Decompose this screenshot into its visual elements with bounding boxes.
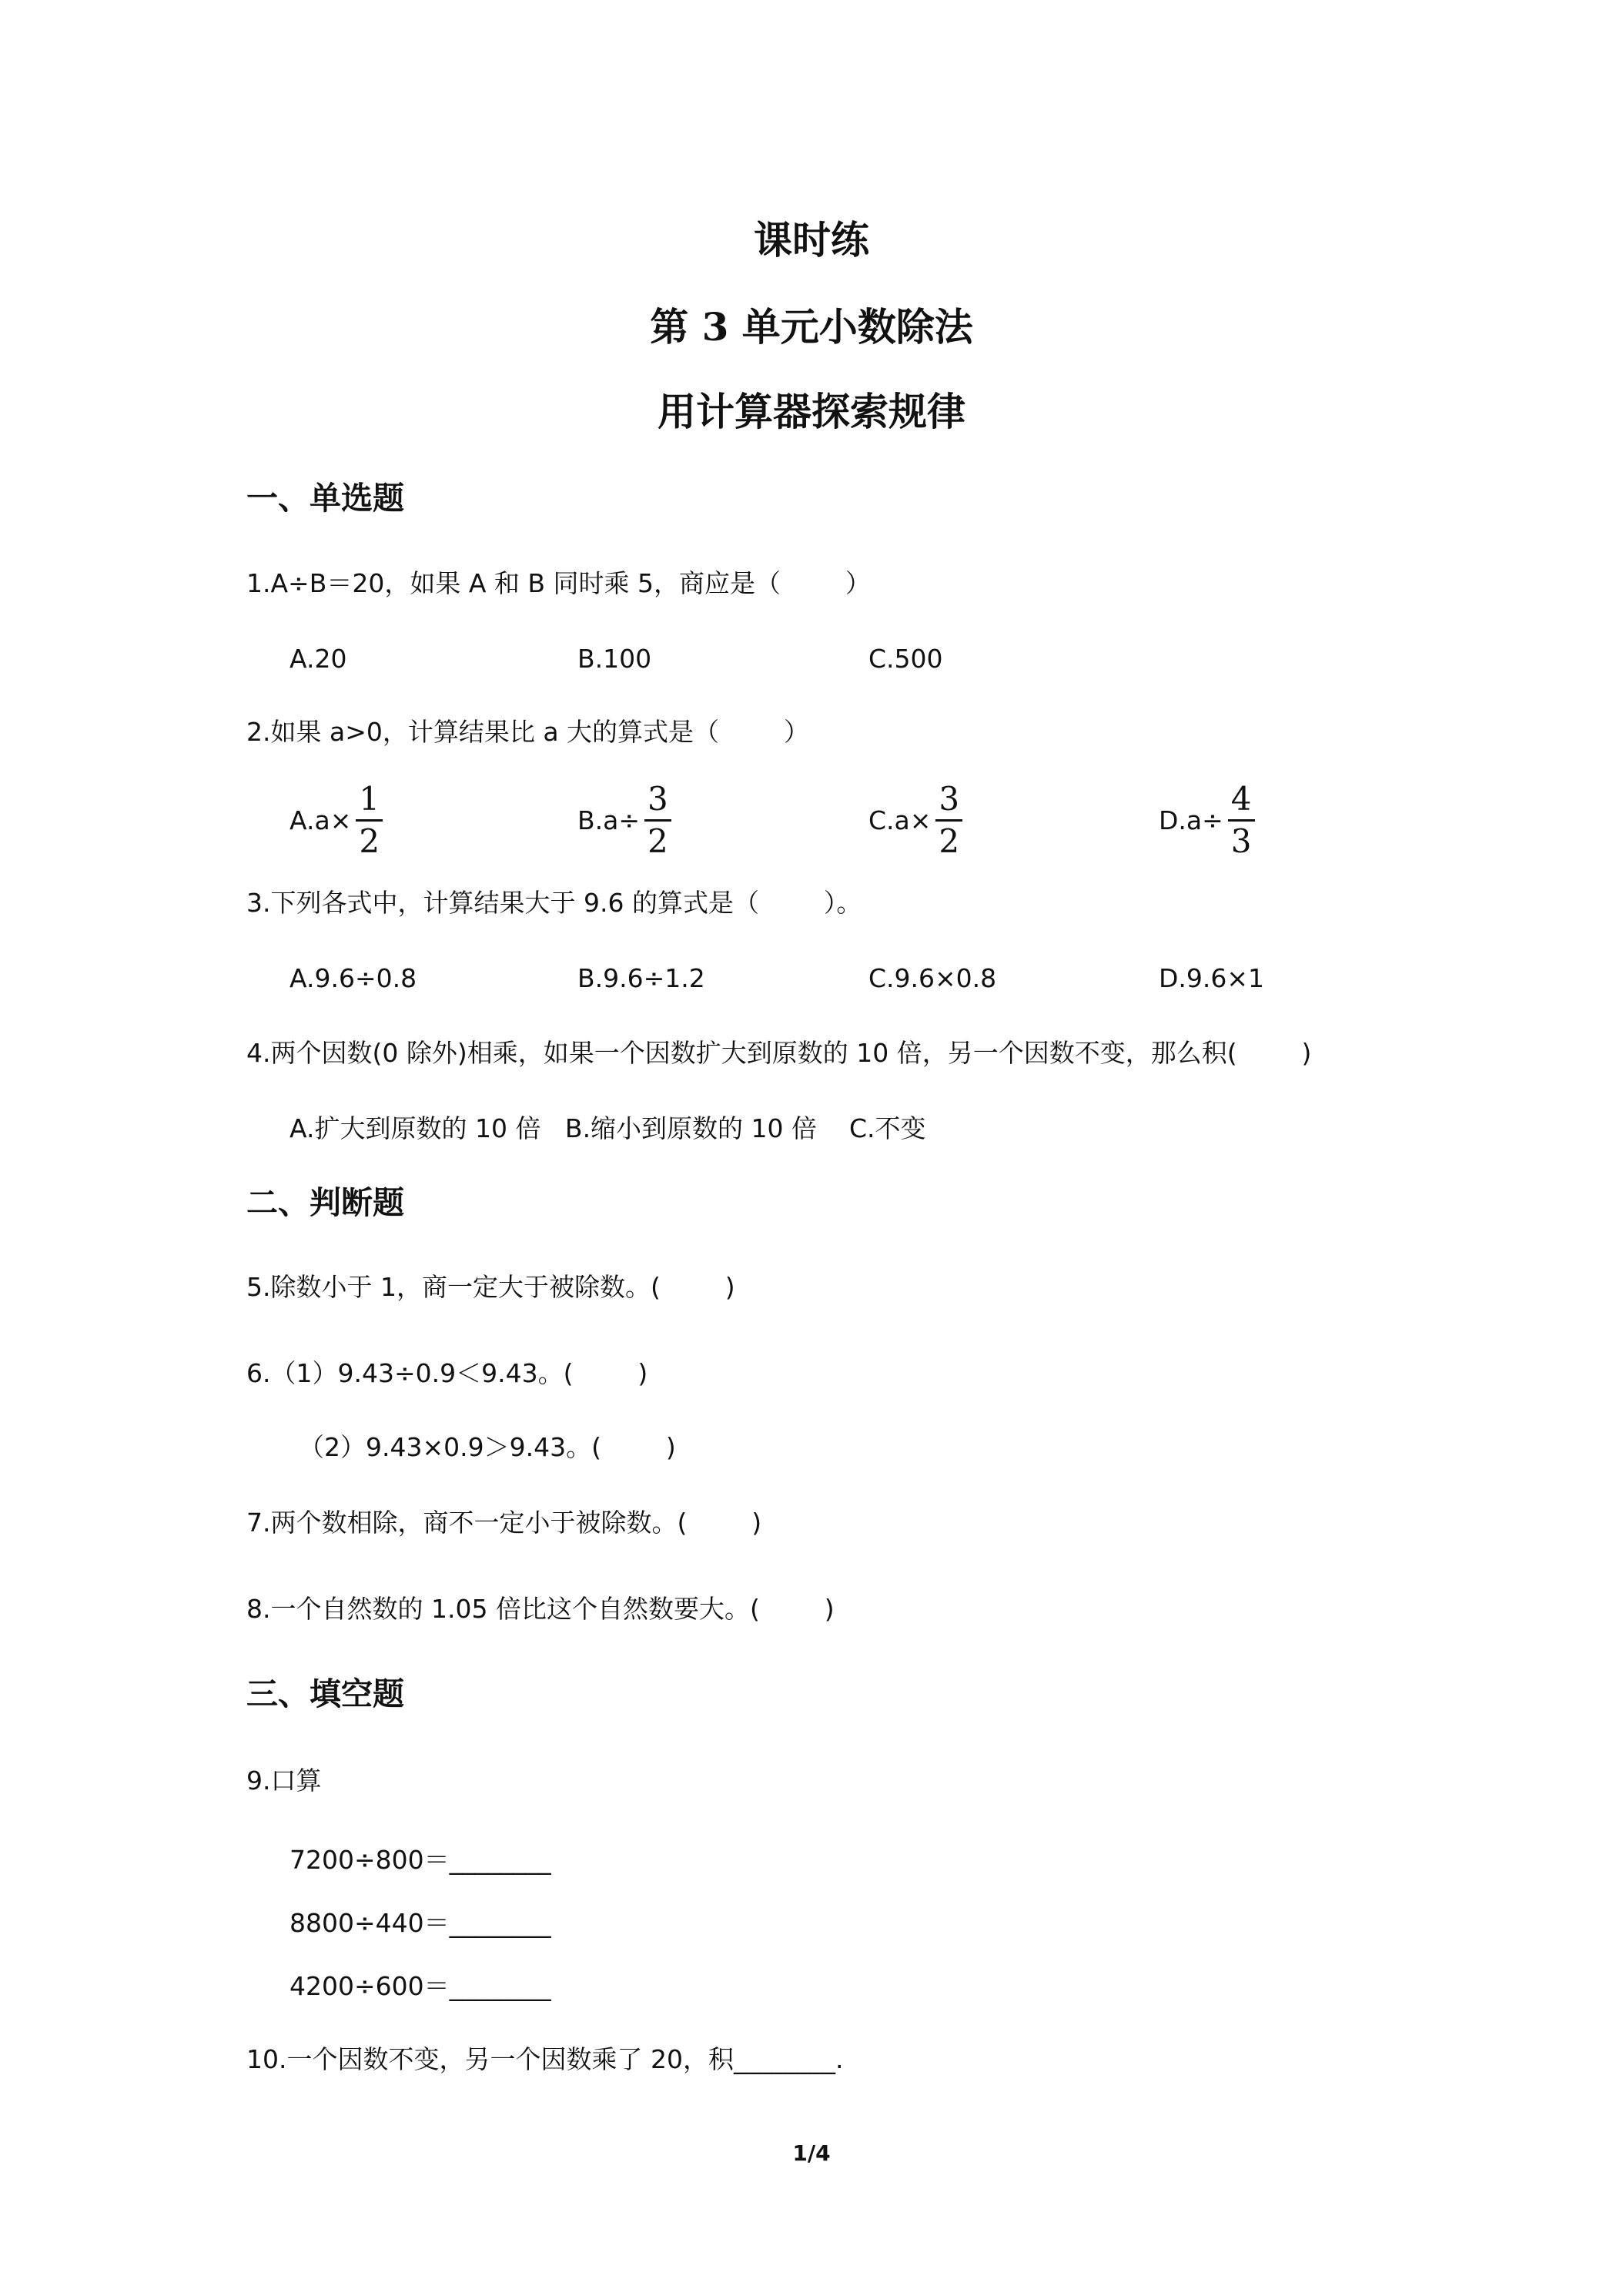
fraction [1228, 781, 1255, 860]
numerator: 1 [356, 781, 383, 822]
q3-option-d: D.9.6×1 [1159, 963, 1265, 993]
fraction [356, 781, 383, 860]
denominator: 2 [648, 822, 668, 860]
q3-option-b: B.9.6÷1.2 [577, 963, 705, 993]
q2-option-b [577, 778, 671, 862]
q3-option-c: C.9.6×0.8 [868, 963, 997, 993]
denominator: 3 [1230, 822, 1252, 860]
q2-option-d [1159, 778, 1255, 862]
q2-option-b-label: B.a÷ [577, 805, 641, 835]
question-2: 2.如果 a>0，计算结果比 a 大的算式是（ ） [246, 717, 809, 747]
numerator: 3 [935, 781, 962, 822]
unit-title: 第 3 单元小数除法 [650, 304, 973, 350]
q1-option-a: A.20 [289, 644, 347, 674]
q3-option-a: A.9.6÷0.8 [289, 963, 417, 993]
question-4: 4.两个因数(0 除外)相乘，如果一个因数扩大到原数的 10 倍，另一个因数不变，那么积( ) [246, 1038, 1312, 1068]
lesson-title: 用计算器探索规律 [658, 389, 965, 434]
q9-expression-3: 4200÷600＝________ [289, 1971, 551, 2001]
fraction [644, 781, 671, 860]
q9-expression-2: 8800÷440＝________ [289, 1908, 551, 1938]
q2-option-a-label: A.a× [289, 805, 352, 835]
question-9: 9.口算 [246, 1766, 322, 1796]
question-7: 7.两个数相除，商不一定小于被除数。( ) [246, 1508, 762, 1538]
question-5: 5.除数小于 1，商一定大于被除数。( ) [246, 1272, 735, 1302]
fraction [935, 781, 962, 860]
question-3: 3.下列各式中，计算结果大于 9.6 的算式是（ ）。 [246, 888, 862, 918]
q2-option-d-label: D.a÷ [1159, 805, 1223, 835]
q2-option-c-label: C.a× [868, 805, 932, 835]
q9-expression-1: 7200÷800＝________ [289, 1845, 551, 1875]
denominator: 2 [939, 822, 960, 860]
q1-option-b: B.100 [577, 644, 652, 674]
q1-option-c: C.500 [868, 644, 943, 674]
section-single-choice: 一、单选题 [246, 480, 404, 517]
q2-option-c [868, 778, 962, 862]
numerator: 4 [1228, 781, 1255, 822]
page-number: 1/4 [792, 2140, 831, 2166]
numerator: 3 [644, 781, 671, 822]
section-true-false: 二、判断题 [246, 1184, 404, 1221]
question-8: 8.一个自然数的 1.05 倍比这个自然数要大。( ) [246, 1594, 835, 1624]
question-10: 10.一个因数不变，另一个因数乘了 20，积________. [246, 2044, 844, 2074]
question-6-part-2: （2）9.43×0.9＞9.43。( ) [299, 1432, 676, 1462]
denominator: 2 [359, 822, 380, 860]
question-6-part-1: 6.（1）9.43÷0.9＜9.43。( ) [246, 1358, 648, 1388]
doc-title: 课时练 [754, 217, 869, 263]
q4-options: A.扩大到原数的 10 倍 B.缩小到原数的 10 倍 C.不变 [289, 1113, 926, 1143]
section-fill-in: 三、填空题 [246, 1675, 404, 1712]
q2-option-a [289, 778, 383, 862]
question-1: 1.A÷B＝20，如果 A 和 B 同时乘 5，商应是（ ） [246, 568, 871, 598]
